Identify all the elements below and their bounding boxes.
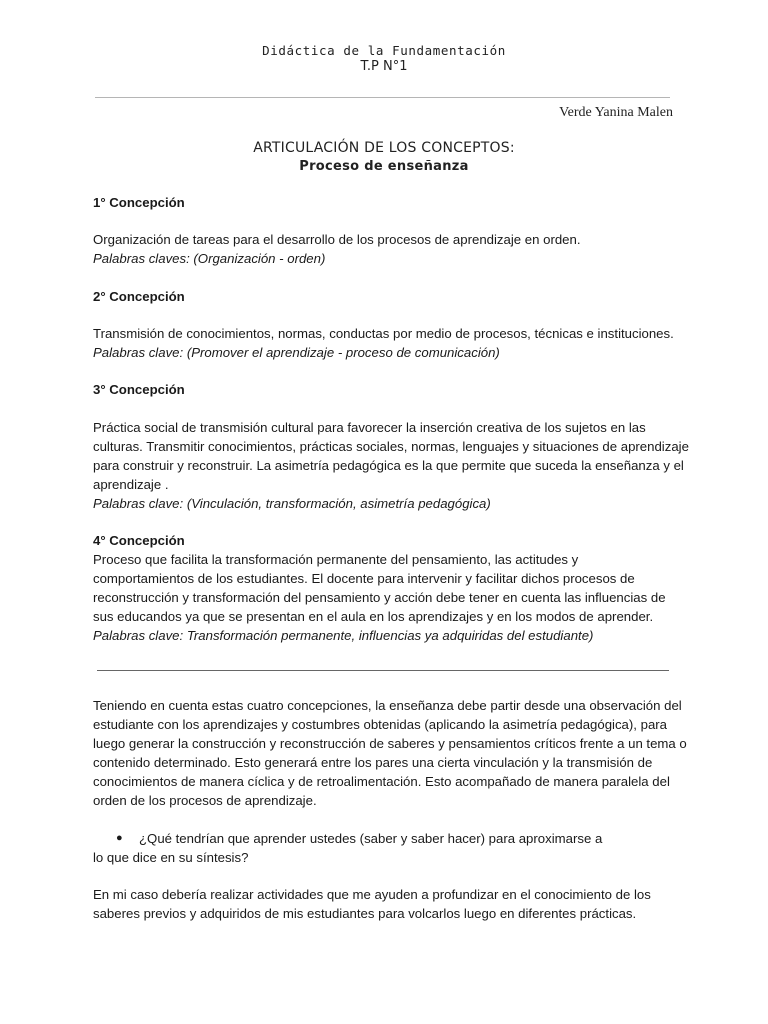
keywords-line: Palabras claves: (Organización - orden)	[93, 251, 326, 266]
concepcion-heading: 1° Concepción	[93, 195, 185, 210]
bullet-icon: ●	[116, 832, 123, 844]
paragraph-line: aprendizaje .	[93, 477, 169, 492]
keywords-line: Palabras clave: (Promover el aprendizaje - proceso de comunicación)	[93, 345, 500, 360]
paragraph-line: Organización de tareas para el desarrollo de los procesos de aprendizaje en orden.	[93, 232, 581, 247]
section-subtitle: Proceso de enseñanza	[299, 159, 469, 174]
paragraph-line: Teniendo en cuenta estas cuatro concepciones, la enseñanza debe partir desde una observación del	[93, 698, 682, 713]
course-title: Didáctica de la Fundamentación	[262, 43, 506, 58]
paragraph-line: conocimientos de manera cíclica y de retroalimentación. Esto acompañado de manera paralela del	[93, 774, 670, 789]
paragraph-line: comportamientos de los estudiantes. El docente para intervenir y facilitar dichos procesos de	[93, 571, 635, 586]
question-line: lo que dice en su síntesis?	[93, 850, 249, 865]
paragraph-line: contenido determinado. Esto generará entre los pares una cierta vinculación y la transmisión de	[93, 755, 653, 770]
paragraph-line: luego generar la construcción y reconstrucción de saberes y pensamientos críticos frente a un tema o	[93, 736, 687, 751]
paragraph-line: Proceso que facilita la transformación permanente del pensamiento, las actitudes y	[93, 552, 579, 567]
question-line: ¿Qué tendrían que aprender ustedes (saber y saber hacer) para aproximarse a	[139, 831, 603, 846]
paragraph-line: saberes previos y adquiridos de mis estudiantes para volcarlos luego en diferentes prácticas.	[93, 906, 637, 921]
author-name: Verde Yanina Malen	[559, 105, 673, 120]
paragraph-line: orden de los procesos de aprendizaje.	[93, 793, 317, 808]
keywords-line: Palabras clave: (Vinculación, transformación, asimetría pedagógica)	[93, 496, 491, 511]
section-title: ARTICULACIÓN DE LOS CONCEPTOS:	[253, 140, 515, 156]
answer-paragraph	[93, 885, 683, 923]
concepcion-heading: 3° Concepción	[93, 382, 185, 397]
paragraph-line: Transmisión de conocimientos, normas, conductas por medio de procesos, técnicas e instituciones.	[93, 326, 674, 341]
paragraph-line: Práctica social de transmisión cultural para favorecer la inserción creativa de los sujetos en las	[93, 420, 646, 435]
concepcion-2-body	[93, 324, 683, 362]
concepcion-3	[93, 380, 683, 399]
concepcion-1	[93, 193, 683, 212]
concepcion-4	[93, 531, 683, 645]
section-divider	[97, 670, 669, 671]
tp-number: T.P N°1	[360, 59, 408, 74]
paragraph-line: para construir y reconstruir. La asimetría pedagógica es la que permite que suceda la enseñanza y el	[93, 458, 684, 473]
paragraph-line: estudiante con los aprendizajes y costumbres obtenidas (aplicando la asimetría pedagógica), para	[93, 717, 667, 732]
paragraph-line: reconstrucción y transformación del pensamiento y acción debe tener en cuenta las influencias de	[93, 590, 666, 605]
concepcion-heading: 4° Concepción	[93, 533, 185, 548]
keywords-line: Palabras clave: Transformación permanente, influencias ya adquiridas del estudiante)	[93, 628, 594, 643]
concepcion-heading: 2° Concepción	[93, 289, 185, 304]
concepcion-1-body	[93, 230, 683, 268]
conclusion-paragraph	[93, 696, 687, 810]
concepcion-2	[93, 287, 683, 306]
concepcion-3-body	[93, 418, 689, 513]
paragraph-line: culturas. Transmitir conocimientos, prácticas sociales, normas, lenguajes y situaciones de aprendizaje	[93, 439, 689, 454]
paragraph-line: sus educandos ya que se presentan en el aula en los aprendizajes y en los modos de aprender.	[93, 609, 654, 624]
header-divider	[95, 97, 670, 98]
paragraph-line: En mi caso debería realizar actividades que me ayuden a profundizar en el conocimiento de los	[93, 887, 651, 902]
